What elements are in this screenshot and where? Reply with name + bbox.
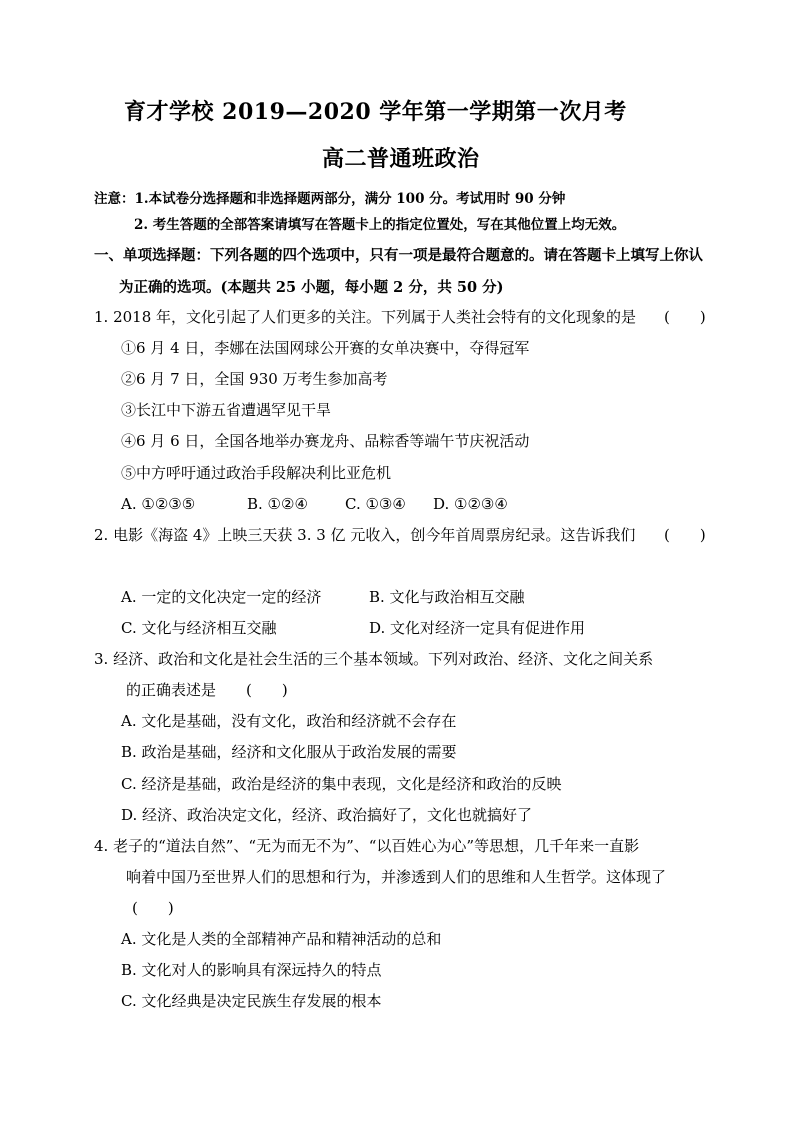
question-1-stem: 1. 2018 年，文化引起了人们更多的关注。下列属于人类社会特有的文化现象的是 — [94, 308, 637, 326]
question-1-option-b: B. ①②④ — [247, 495, 308, 513]
question-2-option-d: D. 文化对经济一定具有促进作用 — [369, 619, 586, 637]
question-1-item: ①6 月 4 日，李娜在法国网球公开赛的女单决赛中，夺得冠军 — [121, 339, 530, 357]
notice-line-2: 2. 考生答题的全部答案请填写在答题卡上的指定位置处，写在其他位置上均无效。 — [134, 217, 626, 233]
question-4-stem-line-1: 4. 老子的“道法自然”、“无为而无不为”、“以百姓心为心”等思想，几千年来一直影 — [94, 837, 640, 855]
question-1-option-a: A. ①②③⑤ — [121, 495, 196, 513]
question-1-option-d: D. ①②③④ — [433, 495, 508, 513]
question-3-option-d: D. 经济、政治决定文化，经济、政治搞好了，文化也就搞好了 — [121, 806, 533, 824]
question-4-option-a: A. 文化是人类的全部精神产品和精神活动的总和 — [121, 930, 442, 948]
question-1-option-c: C. ①③④ — [345, 495, 406, 513]
question-3-stem-line-2: 的正确表述是 ( ) — [126, 681, 288, 699]
question-4-option-c: C. 文化经典是决定民族生存发展的根本 — [121, 992, 382, 1010]
exam-title: 育才学校 2019—2020 学年第一学期第一次月考 — [124, 99, 627, 125]
section-heading-line-1: 一、单项选择题：下列各题的四个选项中，只有一项是最符合题意的。请在答题卡上填写上你认 — [94, 247, 703, 264]
question-3-stem-line-1: 3. 经济、政治和文化是社会生活的三个基本领域。下列对政治、经济、文化之间关系 — [94, 650, 654, 668]
question-1-item: ②6 月 7 日，全国 930 万考生参加高考 — [121, 370, 388, 388]
notice-line-1: 注意：1.本试卷分选择题和非选择题两部分，满分 100 分。考试用时 90 分钟 — [94, 191, 566, 207]
question-3-option-b: B. 政治是基础，经济和文化服从于政治发展的需要 — [121, 743, 457, 761]
question-4-stem-line-3: ( ) — [132, 899, 174, 917]
question-2-stem: 2. 电影《海盗 4》上映三天获 3. 3 亿 元收入，创今年首周票房纪录。这告诉我们 — [94, 526, 636, 544]
exam-subtitle: 高二普通班政治 — [322, 146, 480, 172]
question-4-option-b: B. 文化对人的影响具有深远持久的特点 — [121, 961, 382, 979]
section-heading-line-2: 为正确的选项。(本题共 25 小题，每小题 2 分，共 50 分) — [119, 279, 504, 296]
question-2-paren: ( ) — [664, 526, 706, 544]
question-3-option-a: A. 文化是基础，没有文化，政治和经济就不会存在 — [121, 712, 457, 730]
question-1-item: ③长江中下游五省遭遇罕见干旱 — [121, 401, 332, 419]
question-1-item: ④6 月 6 日，全国各地举办赛龙舟、品粽香等端午节庆祝活动 — [121, 432, 530, 450]
question-2-option-b: B. 文化与政治相互交融 — [369, 588, 525, 606]
question-1-paren: ( ) — [664, 308, 706, 326]
question-2-option-c: C. 文化与经济相互交融 — [121, 619, 277, 637]
question-1-item: ⑤中方呼吁通过政治手段解决利比亚危机 — [121, 464, 392, 482]
question-3-option-c: C. 经济是基础，政治是经济的集中表现，文化是经济和政治的反映 — [121, 775, 562, 793]
question-4-stem-line-2: 响着中国乃至世界人们的思想和行为，并渗透到人们的思维和人生哲学。这体现了 — [126, 868, 667, 886]
question-2-option-a: A. 一定的文化决定一定的经济 — [121, 588, 322, 606]
